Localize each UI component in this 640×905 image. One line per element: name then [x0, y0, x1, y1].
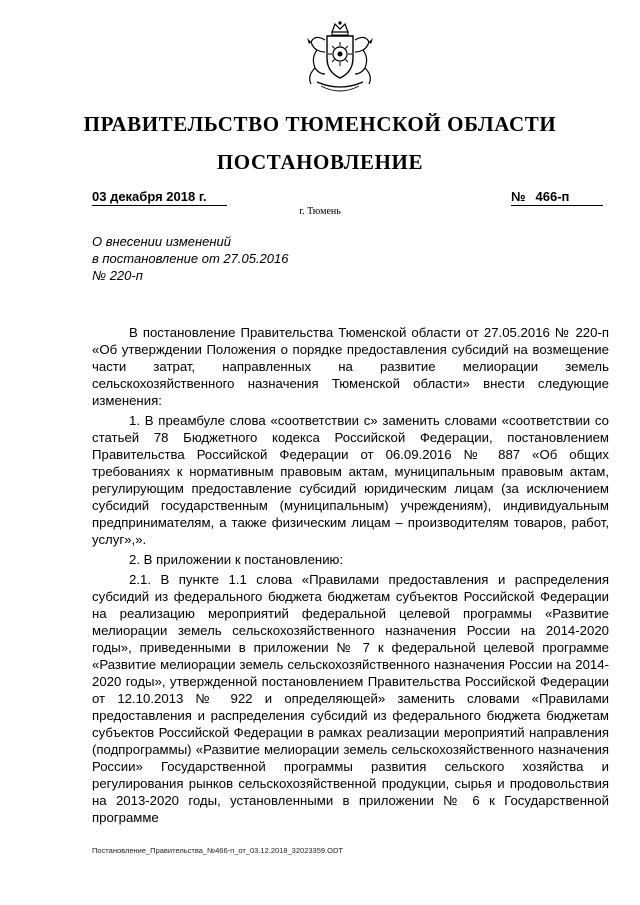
document-number: 466-п — [535, 189, 570, 204]
footer-filename: Постановление_Правительства_№466-п_от_03.12.2018_32023359.ODT — [92, 846, 343, 855]
body-paragraph: 1. В преамбуле слова «соответствии с» заменить словами «соответствии со статьей 78 Бюджетного кодекса Российской Федерации, постановлением Правительства Российской Федерации от 06.09.2016 № 887 «Об общих требованиях к нормативным правовым актам, муниципальным правовым актам, регулирующим предоставление субсидий юридическим лицам (за исключением субсидий государственным (муниципальным) учреждениям), индивидуальным предпринимателям, а также физическим лицам – производителям товаров, работ, услуг»,». — [92, 413, 609, 547]
document-date: 03 декабря 2018 г. — [92, 189, 227, 206]
government-title: ПРАВИТЕЛЬСТВО ТЮМЕНСКОЙ ОБЛАСТИ — [83, 112, 557, 136]
body-paragraph: 2.1. В пункте 1.1 слова «Правилами предоставления и распределения субсидий из федерального бюджета бюджетам субъектов Российской Федерации на реализацию мероприятий федеральной целевой программы «Развитие мелиорации земель сельскохозяйственного назначения России на 2014-2020 годы», приведенными в приложении № 7 к федеральной целевой программе «Развитие мелиорации земель сельскохозяйственного назначения России на 2014-2020 годы», утвержденной постановлением Правительства Российской Федерации от 12.10.2013 № 922 и определяющей» заменить словами «Правилами предоставления и распределения субсидий из федерального бюджета бюджетам субъектов Российской Федерации в рамках реализации мероприятий направления (подпрограммы) «Развитие мелиорации земель сельскохозяйственного назначения России» Государственной программы развития сельского хозяйства и регулирования рынков сельскохозяйственной продукции, сырья и продовольствия на 2013-2020 годы, установленными в приложении № 6 к Государственной программе — [92, 572, 609, 825]
body-paragraph: В постановление Правительства Тюменской области от 27.05.2016 № 220-п «Об утверждении Положения о порядке предоставления субсидий на возмещение части затрат, направленных на развитие мелиорации земель сельскохозяйственного назначения Тюменской области» внести следующие изменения: — [92, 325, 609, 408]
coat-of-arms-icon — [295, 18, 385, 98]
subject-line: № 220-п — [92, 268, 143, 283]
subject-line: О внесении изменений — [92, 234, 231, 249]
subject-line: в постановление от 27.05.2016 — [92, 251, 289, 266]
document-type-title: ПОСТАНОВЛЕНИЕ — [216, 150, 424, 174]
document-subject — [92, 233, 352, 284]
body-paragraph: 2. В приложении к постановлению: — [129, 552, 344, 567]
document-body — [92, 324, 609, 829]
city-label: г. Тюмень — [299, 206, 341, 217]
number-sign: № — [511, 189, 526, 204]
document-number-block — [511, 189, 603, 206]
